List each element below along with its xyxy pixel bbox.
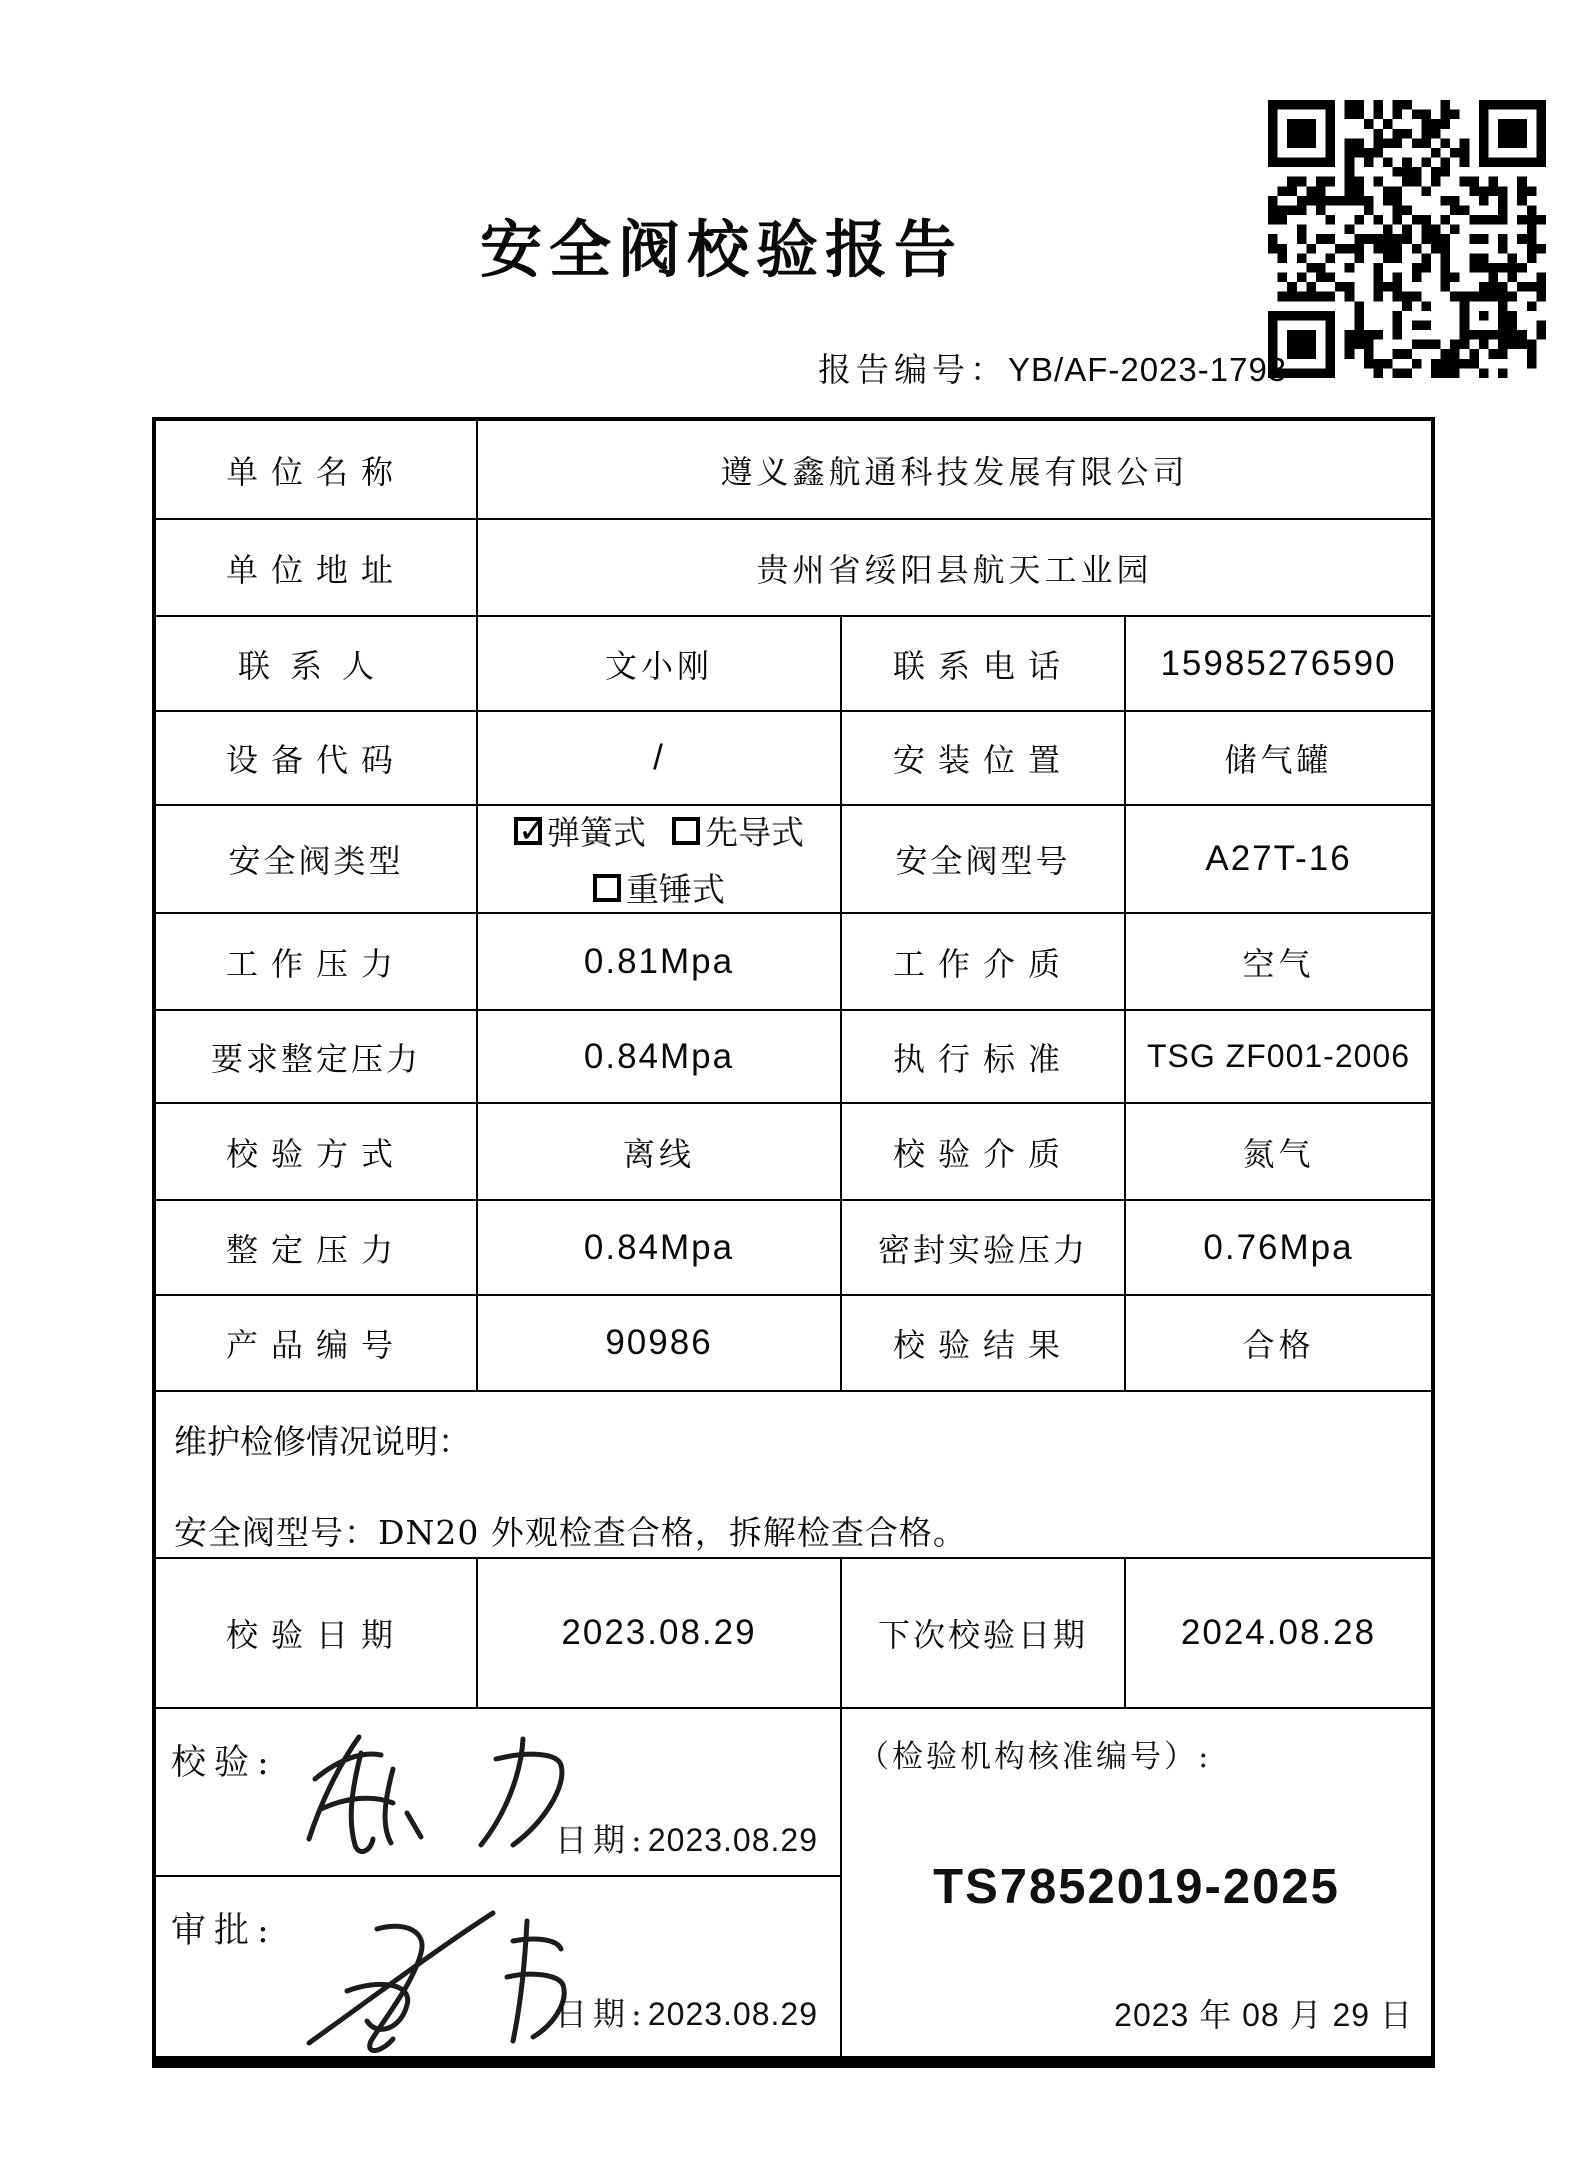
approver-signature bbox=[281, 1891, 661, 2061]
valve-type-label: 安全阀类型 bbox=[156, 806, 476, 912]
report-number bbox=[818, 344, 1287, 391]
valve-model-value: A27T-16 bbox=[1126, 806, 1431, 912]
calibration-medium-value: 氮气 bbox=[1126, 1104, 1431, 1199]
unit-address-label: 单位地址 bbox=[156, 520, 476, 615]
valve-type-options bbox=[478, 806, 840, 912]
checkbox-empty-icon bbox=[672, 817, 700, 845]
page-title: 安全阀校验报告 bbox=[480, 213, 964, 286]
approver-label: 审批: bbox=[171, 1911, 277, 1951]
agency-cell bbox=[842, 1709, 1431, 2056]
valve-type-option-weight: 重锤式 bbox=[626, 870, 725, 909]
calibration-method-value: 离线 bbox=[478, 1104, 840, 1199]
work-pressure-value: 0.81Mpa bbox=[478, 914, 840, 1009]
report-number-value: YB/AF-2023-1793 bbox=[1008, 351, 1288, 388]
valve-type-option-spring: 弹簧式 bbox=[547, 813, 646, 852]
standard-label: 执行标准 bbox=[842, 1011, 1124, 1102]
agency-label: （检验机构核准编号）: bbox=[858, 1739, 1212, 1775]
report-table bbox=[152, 417, 1435, 2068]
next-calibration-date-value: 2024.08.28 bbox=[1126, 1559, 1431, 1707]
seal-test-pressure-label: 密封实验压力 bbox=[842, 1201, 1124, 1294]
agency-number: TS7852019-2025 bbox=[933, 1860, 1340, 1914]
contact-value: 文小刚 bbox=[478, 617, 840, 710]
verifier-label: 校验: bbox=[171, 1743, 277, 1783]
calibration-result-label: 校验结果 bbox=[842, 1296, 1124, 1390]
checkbox-empty-icon bbox=[593, 874, 621, 902]
work-pressure-label: 工作压力 bbox=[156, 914, 476, 1009]
work-medium-label: 工作介质 bbox=[842, 914, 1124, 1009]
set-pressure-label: 整定压力 bbox=[156, 1201, 476, 1294]
required-set-pressure-label: 要求整定压力 bbox=[156, 1011, 476, 1102]
approver-cell bbox=[156, 1877, 840, 2056]
work-medium-value: 空气 bbox=[1126, 914, 1431, 1009]
install-position-label: 安装位置 bbox=[842, 712, 1124, 804]
calibration-result-value: 合格 bbox=[1126, 1296, 1431, 1390]
device-code-label: 设备代码 bbox=[156, 712, 476, 804]
verifier-cell bbox=[156, 1709, 840, 1875]
maintenance-note-body: 安全阀型号：DN20 外观检查合格，拆解检查合格。 bbox=[174, 1513, 967, 1552]
calibration-date-value: 2023.08.29 bbox=[478, 1559, 840, 1707]
unit-name-value: 遵义鑫航通科技发展有限公司 bbox=[478, 421, 1431, 518]
calibration-date-label: 校验日期 bbox=[156, 1559, 476, 1707]
phone-value: 15985276590 bbox=[1126, 617, 1431, 710]
verifier-date: 日期:2023.08.29 bbox=[555, 1821, 818, 1859]
unit-name-label: 单位名称 bbox=[156, 421, 476, 518]
checkbox-checked-icon: ✓ bbox=[514, 817, 542, 845]
set-pressure-value: 0.84Mpa bbox=[478, 1201, 840, 1294]
approver-date: 日期:2023.08.29 bbox=[555, 1995, 818, 2033]
agency-date: 2023 年 08 月 29 日 bbox=[1114, 1997, 1413, 2033]
maintenance-note-title: 维护检修情况说明： bbox=[174, 1422, 471, 1461]
report-number-label: 报告编号： bbox=[818, 350, 1008, 389]
next-calibration-date-label: 下次校验日期 bbox=[842, 1559, 1124, 1707]
valve-type-option-pilot: 先导式 bbox=[705, 813, 804, 852]
qr-code-icon bbox=[1268, 100, 1546, 378]
standard-value: TSG ZF001-2006 bbox=[1126, 1011, 1431, 1102]
valve-model-label: 安全阀型号 bbox=[842, 806, 1124, 912]
install-position-value: 储气罐 bbox=[1126, 712, 1431, 804]
product-no-label: 产品编号 bbox=[156, 1296, 476, 1390]
required-set-pressure-value: 0.84Mpa bbox=[478, 1011, 840, 1102]
unit-address-value: 贵州省绥阳县航天工业园 bbox=[478, 520, 1431, 615]
device-code-value: / bbox=[478, 712, 840, 804]
product-no-value: 90986 bbox=[478, 1296, 840, 1390]
calibration-method-label: 校验方式 bbox=[156, 1104, 476, 1199]
maintenance-note bbox=[156, 1392, 1431, 1557]
calibration-medium-label: 校验介质 bbox=[842, 1104, 1124, 1199]
seal-test-pressure-value: 0.76Mpa bbox=[1126, 1201, 1431, 1294]
phone-label: 联系电话 bbox=[842, 617, 1124, 710]
contact-label: 联系人 bbox=[156, 617, 476, 710]
